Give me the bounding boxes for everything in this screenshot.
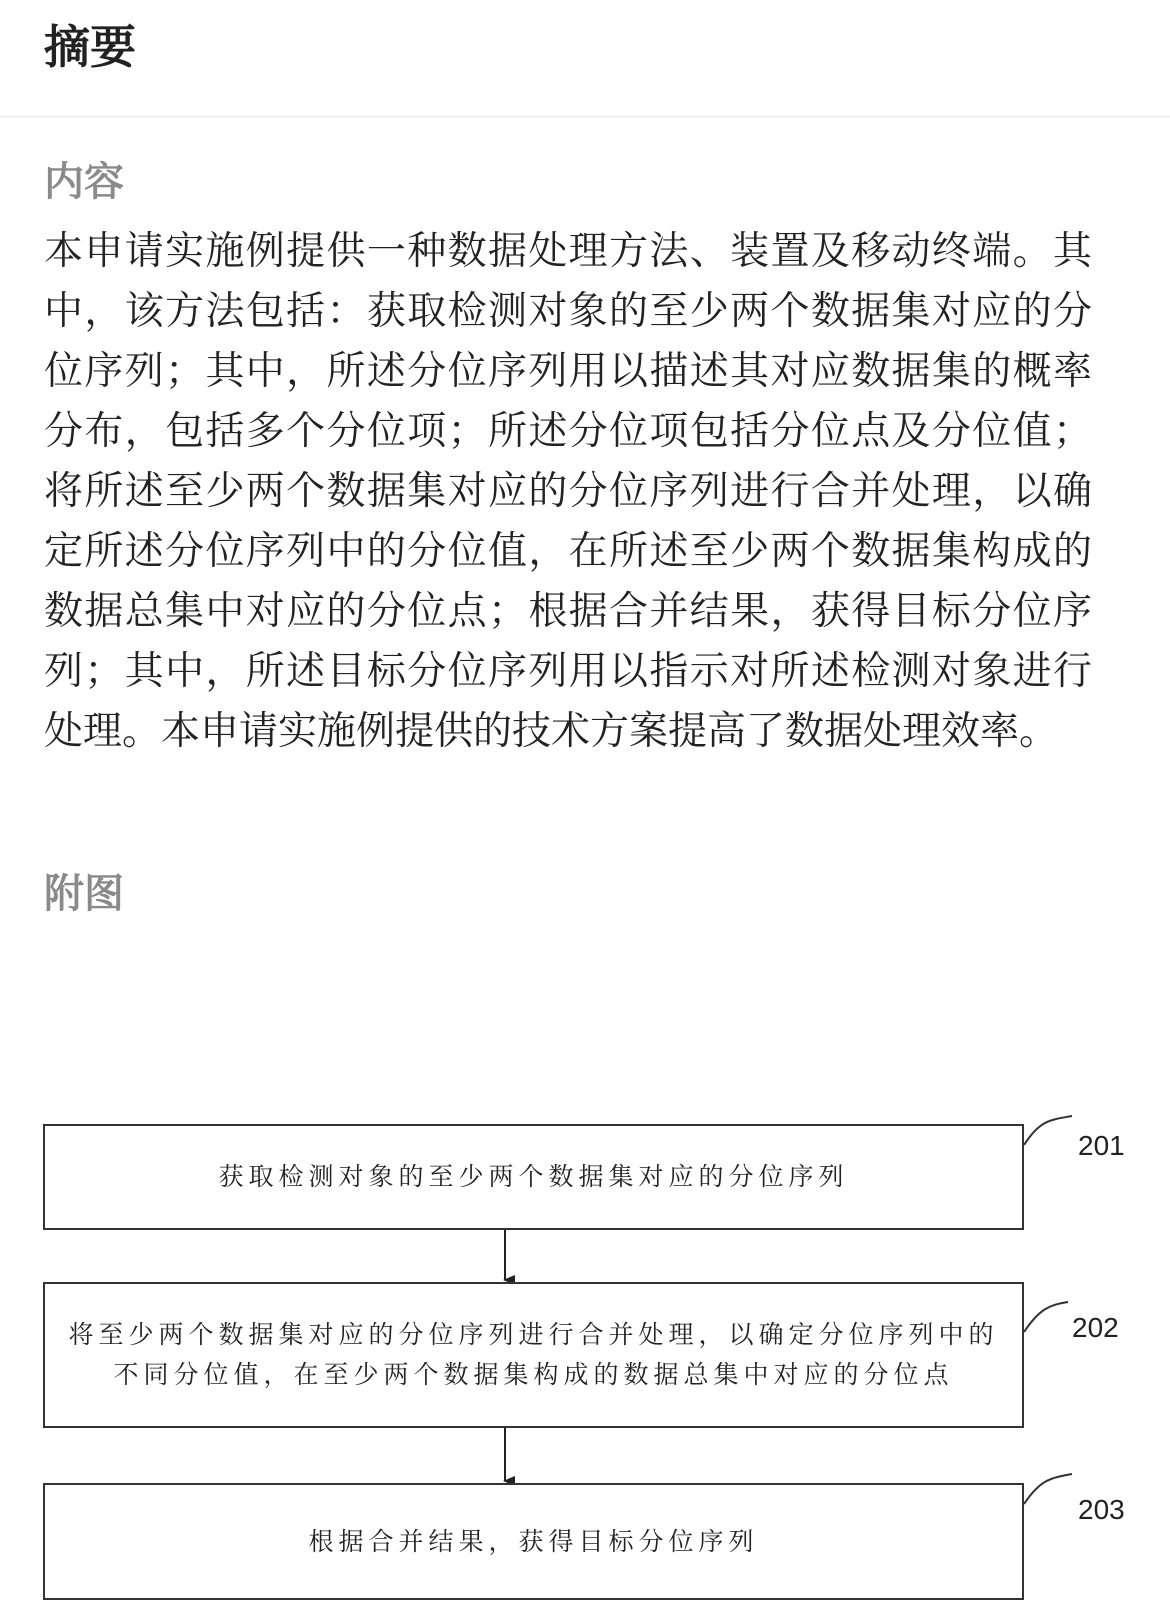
leader-line-201: [1024, 1116, 1072, 1145]
step-number-202: 202: [1072, 1312, 1119, 1343]
flowchart: [0, 1080, 1170, 1616]
flow-step-text: 根据合并结果，获得目标分位序列: [308, 1526, 759, 1556]
flow-step-202: [43, 1282, 1024, 1428]
figure-section-label: 附图: [44, 871, 124, 917]
flow-step-text: 将至少两个数据集对应的分位序列进行合并处理，以确定分位序列中的不同分位值，在至少两个数据集构成的数据总集中对应的分位点: [68, 1320, 999, 1389]
page-title: 摘要: [44, 20, 136, 74]
leader-line-203: [1024, 1474, 1072, 1504]
flow-step-203: [43, 1483, 1024, 1600]
content-section-label: 内容: [44, 159, 124, 205]
abstract-text: 本申请实施例提供一种数据处理方法、装置及移动终端。其中，该方法包括：获取检测对象的至少两个数据集对应的分位序列；其中，所述分位序列用以描述其对应数据集的概率分布，包括多个分位项；所述分位项包括分位点及分位值；将所述至少两个数据集对应的分位序列进行合并处理，以确定所述分位序列中的分位值，在所述至少两个数据集构成的数据总集中对应的分位点；根据合并结果，获得目标分位序列；其中，所述目标分位序列用以指示对所述检测对象进行处理。本申请实施例提供的技术方案提高了数据处理效率。: [44, 229, 1092, 754]
step-number-203: 203: [1078, 1494, 1125, 1525]
flow-step-text: 获取检测对象的至少两个数据集对应的分位序列: [218, 1162, 849, 1191]
page-header: [0, 0, 1170, 117]
step-number-201: 201: [1078, 1130, 1125, 1161]
flow-step-201: [43, 1124, 1024, 1230]
leader-line-202: [1024, 1302, 1068, 1332]
